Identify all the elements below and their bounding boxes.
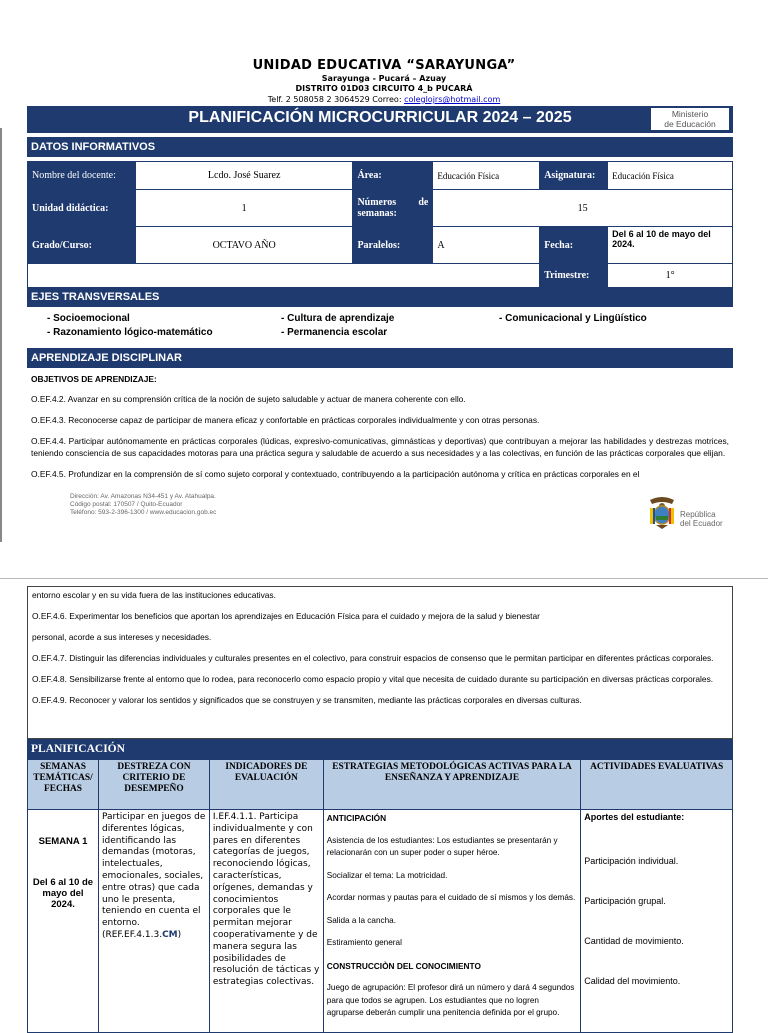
estrategia-6: CONSTRUCCIÒN DEL CONOCIMIENTO: [326, 960, 481, 971]
objetivo-4-6-cont: personal, acorde a sus intereses y necesidades.: [32, 632, 212, 642]
header-estrategias: ESTRATEGIAS METODOLÓGICAS ACTIVAS PARA LA ENSEÑANZA Y APRENDIZAJE: [323, 760, 580, 810]
actividad-2: Participación grupal.: [584, 896, 666, 906]
header-destreza: DESTREZA CON CRITERIO DE DESEMPEÑO: [98, 760, 209, 810]
grado-label: Grado/Curso:: [28, 227, 136, 264]
week-date: Del 6 al 10 de mayo del 2024.: [32, 877, 94, 910]
objetivos-block-2: [27, 586, 733, 739]
week-cell: [28, 810, 99, 1033]
section-planificacion: PLANIFICACIÓN: [27, 739, 733, 759]
actividad-4: Calidad del movimiento.: [584, 976, 681, 986]
unidad-value: 1: [135, 190, 353, 227]
objetivos-block-1: [27, 373, 733, 494]
semanas-value: 15: [433, 190, 733, 227]
objetivo-4-9: O.EF.4.9. Reconocer y valorar los sentidos y significados que se construyen y se transmiten, mediante las prácticas corporales en diversas culturas.: [32, 695, 582, 705]
docente-label: Nombre del docente:: [28, 162, 136, 190]
info-table: [27, 161, 733, 288]
estrategia-4: Salida a la cancha.: [326, 915, 396, 925]
objetivo-4-2: O.EF.4.2. Avanzar en su comprensión crítica de la noción de sujeto saludable y actuar de manera coherente con ello.: [31, 394, 466, 404]
header-semanas: SEMANAS TEMÁTICAS/ FECHAS: [28, 760, 99, 810]
ejes-list: [27, 310, 733, 346]
actividades-title: Aportes del estudiante:: [584, 812, 685, 822]
republica-del-ecuador-logo-text: República del Ecuador: [680, 510, 723, 528]
section-aprendizaje-disciplinar: APRENDIZAJE DISCIPLINAR: [27, 348, 733, 368]
page-gap: [0, 545, 768, 578]
destreza-text: Participar en juegos de diferentes lógicas, identificando las demandas (motoras, intelectuales, emocionales, sociales, entre otras) que cada uno le presenta, teniendo en cuenta el entorno. (REF.EF.4.1.3.: [101, 812, 206, 940]
unidad-label: Unidad didáctica:: [28, 190, 136, 227]
objetivo-4-4: O.EF.4.4. Participar autónomamente en prácticas corporales (lúdicas, expresivo-comunicativas, gimnásticas y deportivas) que contribuyan a mejorar las habilidades y destrezas motrices, teniendo consciencia de sus capacidades motoras para una práctica segura y saludable de acuerdo a sus necesidades y a las colectivas, en función de las prácticas corporales que elijan.: [31, 436, 729, 458]
asignatura-label: Asignatura:: [540, 162, 608, 190]
email-link[interactable]: coleglojrs@hotmail.com: [404, 95, 501, 104]
footer-postal: Código postal: 170507 / Quito-Ecuador: [70, 501, 183, 508]
school-district: DISTRITO 01D03 CIRCUITO 4_b PUCARÁ: [295, 84, 473, 93]
objetivos-title: OBJETIVOS DE APRENDIZAJE:: [31, 374, 157, 384]
page-edge-line: [0, 128, 2, 542]
actividad-1: Participación individual.: [584, 856, 679, 866]
header-indicadores: INDICADORES DE EVALUACIÓN: [209, 760, 323, 810]
school-name: UNIDAD EDUCATIVA “SARAYUNGA”: [252, 58, 516, 73]
paralelo-value: A: [433, 227, 540, 264]
footer-telefono: Teléfono: 593-2-396-1300 / www.educacion.gob.ec: [70, 509, 217, 516]
grado-value: OCTAVO AÑO: [135, 227, 353, 264]
school-contact: [0, 95, 768, 104]
estrategia-5: Estiramiento general: [326, 938, 402, 947]
ecuador-coat-of-arms-icon: [646, 496, 678, 530]
estrategia-3: Acordar normas y pautas para el cuidado de sí mismos y los demás.: [326, 893, 576, 902]
semanas-label: Números de semanas:: [353, 190, 433, 227]
area-label: Área:: [353, 162, 433, 190]
destreza-end: ): [177, 929, 182, 940]
objetivo-4-8: O.EF.4.8. Sensibilizarse frente al entorno que lo rodea, para reconocerlo como espacio propio y vital que necesita de cuidado durante su participación en diversas prácticas corporales.: [32, 674, 714, 684]
eje-razonamiento: - Razonamiento lógico-matemático: [47, 327, 213, 338]
eje-cultura: - Cultura de aprendizaje: [281, 313, 395, 324]
objetivo-4-3: O.EF.4.3. Reconocerse capaz de participar de manera eficaz y confortable en prácticas corporales individualmente y con otras personas.: [31, 415, 540, 425]
page-title: PLANIFICACIÓN MICROCURRICULAR 2024 – 2025: [188, 109, 572, 126]
actividad-3: Cantidad de movimiento.: [584, 936, 684, 946]
area-value: Educación Física: [433, 162, 540, 190]
eje-socioemocional: - Socioemocional: [47, 313, 130, 324]
objetivo-4-7: O.EF.4.7. Distinguir las diferencias individuales y culturales presentes en el colectivo, para construir espacios de consenso que le permitan participar en diferentes prácticas corporales.: [32, 653, 714, 663]
ministry-logo: Ministerio de Educación: [651, 108, 729, 130]
estrategias-cell: [323, 810, 580, 1033]
blank-cell: [28, 264, 540, 288]
docente-value: Lcdo. José Suarez: [135, 162, 353, 190]
eje-permanencia: - Permanencia escolar: [281, 327, 388, 338]
fecha-label: Fecha:: [540, 227, 608, 264]
estrategia-2: Socializar el tema: La motricidad.: [326, 870, 448, 880]
objetivo-4-5: O.EF.4.5. Profundizar en la comprensión de sí como sujeto corporal y contextuado, contribuyendo a la participación autónoma y crítica en prácticas corporales en el: [31, 469, 640, 479]
planificacion-table: [27, 759, 733, 1033]
trimestre-value: 1°: [608, 264, 733, 288]
trimestre-label: Trimestre:: [540, 264, 608, 288]
title-bar: [27, 106, 733, 133]
estrategia-1: Asistencia de los estudiantes: Los estudiantes se presentarán y relacionarán con un super poder o super héroe.: [326, 835, 558, 857]
footer-direccion: Dirección: Av. Amazonas N34-451 y Av. Atahualpa.: [70, 493, 216, 500]
destreza-cm: CM: [162, 929, 178, 940]
week-label: SEMANA 1: [38, 836, 88, 847]
eje-comunicacional: - Comunicacional y Lingüístico: [499, 313, 647, 324]
section-ejes-transversales: EJES TRANSVERSALES: [27, 287, 733, 307]
objetivo-4-5-cont: entorno escolar y en su vida fuera de las instituciones educativas.: [32, 590, 276, 600]
footer-address: [70, 493, 216, 517]
fecha-value: Del 6 al 10 de mayo del 2024.: [608, 227, 733, 264]
paralelos-label: Paralelos:: [353, 227, 433, 264]
estrategia-0: ANTICIPACIÓN: [326, 813, 387, 823]
estrategia-7: Juego de agrupación: El profesor dirá un número y dará 4 segundos para que todos se agrupen. Los estudiantes que no logren agruparse deberán cumplir una penitencia definida por el grupo.: [326, 983, 575, 1017]
destreza-cell: [98, 810, 209, 1033]
actividades-cell: [581, 810, 733, 1033]
indicador-cell: I.EF.4.1.1. Participa individualmente y con pares en diferentes categorías de juegos, reconociendo lógicas, características, orígenes, demandas y conocimientos corporales que le permitan mejorar cooperativamente y de manera segura las posibilidades de resolución de tácticas y estrategias colectivas.: [209, 810, 323, 1033]
school-location: Sarayunga - Pucará – Azuay: [321, 74, 447, 83]
asignatura-value: Educación Física: [608, 162, 733, 190]
section-datos-informativos: DATOS INFORMATIVOS: [27, 137, 733, 157]
header-actividades: ACTIVIDADES EVALUATIVAS: [581, 760, 733, 810]
phone-line: Telf. 2 508058 2 3064529 Correo:: [267, 95, 405, 104]
objetivo-4-6: O.EF.4.6. Experimentar los beneficios que aportan los aprendizajes en Educación Física para el cuidado y mejora de la salud y bienestar: [32, 611, 540, 621]
